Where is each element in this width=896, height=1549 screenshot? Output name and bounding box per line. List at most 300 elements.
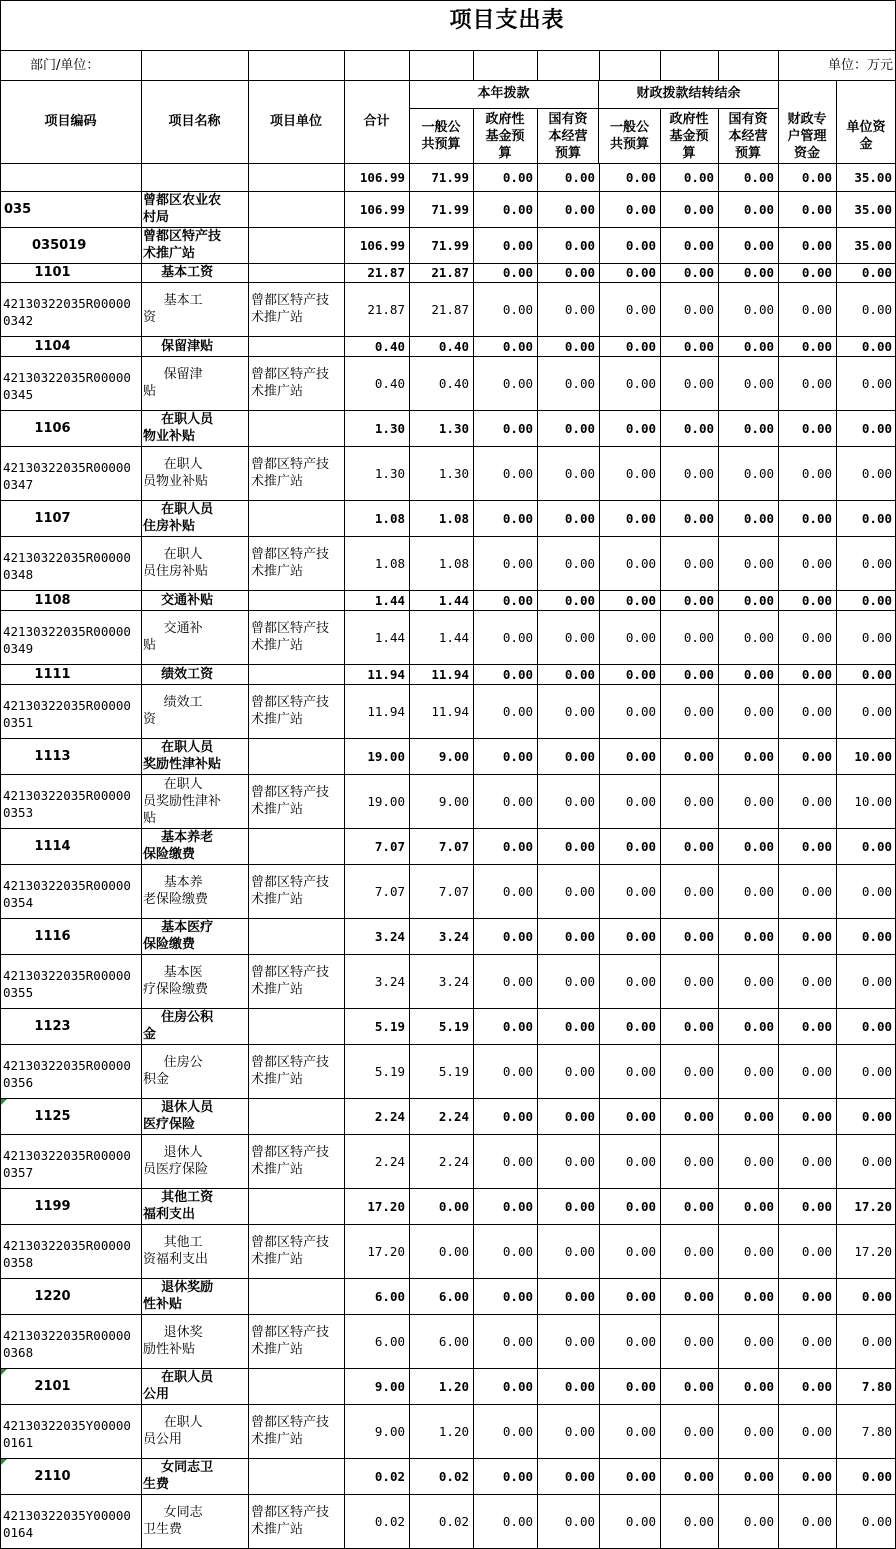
carryover-general-cell: 0.00 bbox=[625, 1063, 656, 1079]
gov-fund-budget-cell: 0.00 bbox=[502, 237, 533, 253]
carryover-state-capital-cell: 0.00 bbox=[743, 1333, 774, 1349]
gov-fund-budget-cell: 0.00 bbox=[502, 1288, 533, 1304]
project-unit-cell: 曾都区特产技 术推广站 bbox=[251, 965, 330, 997]
project-name-cell: 基本医 疗保险缴费 bbox=[143, 965, 209, 997]
state-capital-budget-cell: 0.00 bbox=[564, 1513, 595, 1529]
project-name-cell: 保留津 贴 bbox=[143, 367, 203, 399]
total-cell: 21.87 bbox=[367, 301, 405, 317]
carryover-gov-fund-cell: 0.00 bbox=[683, 510, 714, 526]
subtitle-divider bbox=[409, 50, 410, 80]
carryover-general-cell: 0.00 bbox=[625, 928, 656, 944]
total-cell: 0.40 bbox=[374, 338, 405, 354]
project-name-cell: 交通补 贴 bbox=[143, 621, 203, 653]
general-budget-cell: 0.40 bbox=[438, 338, 469, 354]
state-capital-budget-cell: 0.00 bbox=[564, 1198, 595, 1214]
state-capital-budget-cell: 0.00 bbox=[564, 1333, 595, 1349]
row-line bbox=[0, 738, 896, 739]
carryover-state-capital-cell: 0.00 bbox=[743, 793, 774, 809]
state-capital-budget-cell: 0.00 bbox=[564, 1288, 595, 1304]
carryover-state-capital-cell: 0.00 bbox=[743, 1063, 774, 1079]
unit-funds-cell: 0.00 bbox=[861, 465, 892, 481]
total-cell: 106.99 bbox=[359, 237, 405, 253]
general-budget-cell: 1.20 bbox=[438, 1378, 469, 1394]
carryover-general-cell: 0.00 bbox=[625, 420, 656, 436]
project-code-cell: 42130322035R00000 0347 bbox=[3, 460, 131, 492]
state-capital-budget-cell: 0.00 bbox=[564, 510, 595, 526]
carryover-state-capital-cell: 0.00 bbox=[743, 928, 774, 944]
unit-funds-cell: 0.00 bbox=[861, 1063, 892, 1079]
unit-funds-cell: 35.00 bbox=[854, 237, 892, 253]
state-capital-budget-cell: 0.00 bbox=[564, 1063, 595, 1079]
total-cell: 7.07 bbox=[374, 883, 405, 899]
unit-funds-cell: 0.00 bbox=[861, 883, 892, 899]
carryover-general-cell: 0.00 bbox=[625, 1468, 656, 1484]
gov-fund-budget-cell: 0.00 bbox=[502, 555, 533, 571]
title-bottom-line bbox=[0, 50, 896, 51]
unit-funds-cell: 0.00 bbox=[861, 510, 892, 526]
gov-fund-budget-cell: 0.00 bbox=[502, 1198, 533, 1214]
carryover-general-cell: 0.00 bbox=[625, 1243, 656, 1259]
total-cell: 3.24 bbox=[374, 973, 405, 989]
state-capital-budget-cell: 0.00 bbox=[564, 420, 595, 436]
state-capital-budget-cell: 0.00 bbox=[564, 375, 595, 391]
project-unit-cell: 曾都区特产技 术推广站 bbox=[251, 293, 330, 325]
project-code-cell: 42130322035R00000 0356 bbox=[3, 1058, 131, 1090]
general-budget-cell: 6.00 bbox=[438, 1333, 469, 1349]
total-cell: 21.87 bbox=[367, 265, 405, 280]
category-name-cell: 交通补贴 bbox=[143, 592, 214, 608]
category-name-cell: 退休人员 医疗保险 bbox=[143, 1100, 214, 1132]
carryover-state-capital-cell: 0.00 bbox=[743, 592, 774, 608]
carryover-state-capital-cell: 0.00 bbox=[743, 1423, 774, 1439]
cell-marker-icon bbox=[1, 1369, 7, 1375]
state-capital-budget-cell: 0.00 bbox=[564, 838, 595, 854]
gov-fund-budget-cell: 0.00 bbox=[502, 1108, 533, 1124]
carryover-gov-fund-cell: 0.00 bbox=[683, 928, 714, 944]
state-capital-budget-cell: 0.00 bbox=[564, 1018, 595, 1034]
carryover-general-cell: 0.00 bbox=[625, 1378, 656, 1394]
carryover-state-capital-cell: 0.00 bbox=[743, 375, 774, 391]
general-budget-cell: 2.24 bbox=[438, 1108, 469, 1124]
carryover-gov-fund-cell: 0.00 bbox=[683, 793, 714, 809]
gov-fund-budget-cell: 0.00 bbox=[502, 592, 533, 608]
project-unit-cell: 曾都区特产技 术推广站 bbox=[251, 875, 330, 907]
project-code-cell: 42130322035Y00000 0164 bbox=[3, 1508, 131, 1540]
category-name-cell: 其他工资 福利支出 bbox=[143, 1190, 214, 1222]
carryover-gov-fund-cell: 0.00 bbox=[683, 1018, 714, 1034]
carryover-state-capital-cell: 0.00 bbox=[743, 838, 774, 854]
category-name-cell: 住房公积 金 bbox=[143, 1010, 214, 1042]
project-unit-cell: 曾都区特产技 术推广站 bbox=[251, 1055, 330, 1087]
carryover-general-cell: 0.00 bbox=[625, 1108, 656, 1124]
carryover-gov-fund-cell: 0.00 bbox=[683, 1288, 714, 1304]
row-line bbox=[0, 227, 896, 228]
carryover-state-capital-cell: 0.00 bbox=[743, 265, 774, 280]
row-line bbox=[0, 536, 896, 537]
general-budget-cell: 1.44 bbox=[438, 629, 469, 645]
special-account-cell: 0.00 bbox=[801, 1108, 832, 1124]
state-capital-budget-cell: 0.00 bbox=[564, 1108, 595, 1124]
gov-fund-budget-cell: 0.00 bbox=[502, 1468, 533, 1484]
special-account-cell: 0.00 bbox=[801, 1018, 832, 1034]
special-account-cell: 0.00 bbox=[801, 928, 832, 944]
page-title: 项目支出表 bbox=[449, 8, 565, 33]
gov-fund-budget-cell: 0.00 bbox=[502, 1333, 533, 1349]
header-project-unit: 项目单位 bbox=[269, 114, 322, 129]
total-cell: 2.24 bbox=[374, 1153, 405, 1169]
unit-funds-cell: 17.20 bbox=[854, 1243, 892, 1259]
header-current-year-allocation: 本年拨款 bbox=[477, 86, 530, 101]
total-cell: 106.99 bbox=[359, 169, 405, 185]
project-name-cell: 在职人 员公用 bbox=[143, 1415, 203, 1447]
total-cell: 1.30 bbox=[374, 465, 405, 481]
carryover-state-capital-cell: 0.00 bbox=[743, 666, 774, 682]
special-account-cell: 0.00 bbox=[801, 1513, 832, 1529]
state-capital-budget-cell: 0.00 bbox=[564, 1243, 595, 1259]
carryover-general-cell: 0.00 bbox=[625, 510, 656, 526]
gov-fund-budget-cell: 0.00 bbox=[502, 1153, 533, 1169]
row-line bbox=[0, 410, 896, 411]
state-capital-budget-cell: 0.00 bbox=[564, 793, 595, 809]
carryover-state-capital-cell: 0.00 bbox=[743, 1378, 774, 1394]
carryover-gov-fund-cell: 0.00 bbox=[683, 1333, 714, 1349]
category-name-cell: 保留津贴 bbox=[143, 338, 214, 354]
project-unit-cell: 曾都区特产技 术推广站 bbox=[251, 621, 330, 653]
carryover-general-cell: 0.00 bbox=[625, 301, 656, 317]
header-total: 合计 bbox=[363, 114, 390, 129]
state-capital-budget-cell: 0.00 bbox=[564, 201, 595, 217]
project-code-cell: 42130322035R00000 0355 bbox=[3, 968, 131, 1000]
carryover-gov-fund-cell: 0.00 bbox=[683, 301, 714, 317]
carryover-gov-fund-cell: 0.00 bbox=[683, 838, 714, 854]
carryover-general-cell: 0.00 bbox=[625, 666, 656, 682]
gov-fund-budget-cell: 0.00 bbox=[502, 169, 533, 185]
unit-label: 单位：万元 bbox=[828, 58, 894, 73]
subtitle-divider bbox=[599, 50, 600, 80]
carryover-gov-fund-cell: 0.00 bbox=[683, 169, 714, 185]
total-cell: 6.00 bbox=[374, 1288, 405, 1304]
header-unit-own-funds: 单位资 金 bbox=[846, 120, 886, 152]
project-unit-cell: 曾都区特产技 术推广站 bbox=[251, 785, 330, 817]
carryover-general-cell: 0.00 bbox=[625, 838, 656, 854]
special-account-cell: 0.00 bbox=[801, 629, 832, 645]
unit-funds-cell: 0.00 bbox=[861, 629, 892, 645]
carryover-state-capital-cell: 0.00 bbox=[743, 1153, 774, 1169]
unit-funds-cell: 35.00 bbox=[854, 201, 892, 217]
department-code-cell: 035019 bbox=[32, 237, 87, 253]
subtitle-divider bbox=[344, 50, 345, 80]
project-code-cell: 42130322035R00000 0342 bbox=[3, 296, 131, 328]
unit-funds-cell: 0.00 bbox=[861, 666, 892, 682]
state-capital-budget-cell: 0.00 bbox=[564, 1423, 595, 1439]
gov-fund-budget-cell: 0.00 bbox=[502, 629, 533, 645]
row-line bbox=[0, 954, 896, 955]
total-cell: 1.08 bbox=[374, 555, 405, 571]
total-cell: 5.19 bbox=[374, 1018, 405, 1034]
special-account-cell: 0.00 bbox=[801, 420, 832, 436]
row-line bbox=[0, 1224, 896, 1225]
special-account-cell: 0.00 bbox=[801, 748, 832, 764]
gov-fund-budget-cell: 0.00 bbox=[502, 301, 533, 317]
special-account-cell: 0.00 bbox=[801, 1198, 832, 1214]
project-name-cell: 基本工 资 bbox=[143, 293, 203, 325]
special-account-cell: 0.00 bbox=[801, 666, 832, 682]
category-code-cell: 1220 bbox=[34, 1288, 71, 1304]
row-line bbox=[0, 446, 896, 447]
carryover-general-cell: 0.00 bbox=[625, 1333, 656, 1349]
general-budget-cell: 0.00 bbox=[438, 1243, 469, 1259]
unit-funds-cell: 0.00 bbox=[861, 1333, 892, 1349]
special-account-cell: 0.00 bbox=[801, 592, 832, 608]
row-line bbox=[0, 1098, 896, 1099]
project-name-cell: 退休人 员医疗保险 bbox=[143, 1145, 209, 1177]
general-budget-cell: 0.02 bbox=[438, 1513, 469, 1529]
gov-fund-budget-cell: 0.00 bbox=[502, 666, 533, 682]
project-code-cell: 42130322035R00000 0345 bbox=[3, 370, 131, 402]
carryover-gov-fund-cell: 0.00 bbox=[683, 1423, 714, 1439]
project-code-cell: 42130322035R00000 0357 bbox=[3, 1148, 131, 1180]
state-capital-budget-cell: 0.00 bbox=[564, 465, 595, 481]
cell-marker-icon bbox=[1, 1099, 7, 1105]
header-carryover-state-capital-budget: 国有资 本经营 预算 bbox=[728, 111, 768, 161]
project-unit-cell: 曾都区特产技 术推广站 bbox=[251, 547, 330, 579]
special-account-cell: 0.00 bbox=[801, 510, 832, 526]
category-name-cell: 退休奖励 性补贴 bbox=[143, 1280, 214, 1312]
subtitle-divider bbox=[248, 50, 249, 80]
unit-funds-cell: 10.00 bbox=[854, 748, 892, 764]
general-budget-cell: 21.87 bbox=[431, 301, 469, 317]
row-line bbox=[0, 1368, 896, 1369]
column-divider bbox=[248, 163, 249, 1549]
project-name-cell: 在职人 员住房补贴 bbox=[143, 547, 209, 579]
special-account-cell: 0.00 bbox=[801, 1423, 832, 1439]
state-capital-budget-cell: 0.00 bbox=[564, 883, 595, 899]
project-code-cell: 42130322035R00000 0368 bbox=[3, 1328, 131, 1360]
category-name-cell: 女同志卫 生费 bbox=[143, 1460, 214, 1492]
department-code-cell: 035 bbox=[4, 201, 32, 217]
carryover-state-capital-cell: 0.00 bbox=[743, 1198, 774, 1214]
carryover-general-cell: 0.00 bbox=[625, 1018, 656, 1034]
carryover-state-capital-cell: 0.00 bbox=[743, 201, 774, 217]
general-budget-cell: 7.07 bbox=[438, 883, 469, 899]
state-capital-budget-cell: 0.00 bbox=[564, 555, 595, 571]
carryover-general-cell: 0.00 bbox=[625, 703, 656, 719]
unit-funds-cell: 35.00 bbox=[854, 169, 892, 185]
carryover-gov-fund-cell: 0.00 bbox=[683, 237, 714, 253]
carryover-general-cell: 0.00 bbox=[625, 338, 656, 354]
row-line bbox=[0, 500, 896, 501]
carryover-state-capital-cell: 0.00 bbox=[743, 1243, 774, 1259]
unit-funds-cell: 0.00 bbox=[861, 1018, 892, 1034]
total-cell: 5.19 bbox=[374, 1063, 405, 1079]
header-project-name: 项目名称 bbox=[168, 114, 221, 129]
project-code-cell: 42130322035R00000 0358 bbox=[3, 1238, 131, 1270]
carryover-general-cell: 0.00 bbox=[625, 465, 656, 481]
subtitle-divider bbox=[473, 50, 474, 80]
total-cell: 1.08 bbox=[374, 510, 405, 526]
general-budget-cell: 1.20 bbox=[438, 1423, 469, 1439]
general-budget-cell: 5.19 bbox=[438, 1018, 469, 1034]
subtitle-bottom-line bbox=[0, 80, 896, 81]
carryover-state-capital-cell: 0.00 bbox=[743, 237, 774, 253]
unit-funds-cell: 0.00 bbox=[861, 703, 892, 719]
carryover-general-cell: 0.00 bbox=[625, 1513, 656, 1529]
carryover-general-cell: 0.00 bbox=[625, 201, 656, 217]
total-cell: 1.44 bbox=[374, 592, 405, 608]
unit-funds-cell: 7.80 bbox=[861, 1423, 892, 1439]
carryover-gov-fund-cell: 0.00 bbox=[683, 666, 714, 682]
project-code-cell: 42130322035R00000 0348 bbox=[3, 550, 131, 582]
general-budget-cell: 11.94 bbox=[431, 703, 469, 719]
carryover-gov-fund-cell: 0.00 bbox=[683, 465, 714, 481]
row-line bbox=[0, 1458, 896, 1459]
category-name-cell: 绩效工资 bbox=[143, 666, 214, 682]
gov-fund-budget-cell: 0.00 bbox=[502, 883, 533, 899]
state-capital-budget-cell: 0.00 bbox=[564, 301, 595, 317]
category-code-cell: 1199 bbox=[34, 1198, 71, 1214]
total-cell: 19.00 bbox=[367, 793, 405, 809]
carryover-general-cell: 0.00 bbox=[625, 265, 656, 280]
category-name-cell: 在职人员 奖励性津补贴 bbox=[143, 740, 222, 772]
total-cell: 9.00 bbox=[374, 1378, 405, 1394]
carryover-gov-fund-cell: 0.00 bbox=[683, 201, 714, 217]
carryover-gov-fund-cell: 0.00 bbox=[683, 1513, 714, 1529]
carryover-gov-fund-cell: 0.00 bbox=[683, 1198, 714, 1214]
special-account-cell: 0.00 bbox=[801, 703, 832, 719]
gov-fund-budget-cell: 0.00 bbox=[502, 375, 533, 391]
unit-funds-cell: 10.00 bbox=[854, 793, 892, 809]
project-name-cell: 在职人 员物业补贴 bbox=[143, 457, 209, 489]
carryover-state-capital-cell: 0.00 bbox=[743, 748, 774, 764]
gov-fund-budget-cell: 0.00 bbox=[502, 838, 533, 854]
carryover-general-cell: 0.00 bbox=[625, 883, 656, 899]
cell-marker-icon bbox=[1, 1459, 7, 1465]
state-capital-budget-cell: 0.00 bbox=[564, 748, 595, 764]
row-line bbox=[0, 774, 896, 775]
subtitle-divider bbox=[660, 50, 661, 80]
carryover-gov-fund-cell: 0.00 bbox=[683, 1378, 714, 1394]
category-code-cell: 2110 bbox=[34, 1468, 71, 1484]
special-account-cell: 0.00 bbox=[801, 201, 832, 217]
carryover-state-capital-cell: 0.00 bbox=[743, 169, 774, 185]
project-name-cell: 在职人 员奖励性津补 贴 bbox=[143, 776, 222, 826]
project-code-cell: 42130322035Y00000 0161 bbox=[3, 1418, 131, 1450]
carryover-gov-fund-cell: 0.00 bbox=[683, 1243, 714, 1259]
special-account-cell: 0.00 bbox=[801, 169, 832, 185]
category-code-cell: 1125 bbox=[34, 1108, 71, 1124]
state-capital-budget-cell: 0.00 bbox=[564, 1468, 595, 1484]
gov-fund-budget-cell: 0.00 bbox=[502, 338, 533, 354]
row-line bbox=[0, 684, 896, 685]
header-general-budget: 一般公 共预算 bbox=[421, 120, 461, 152]
gov-fund-budget-cell: 0.00 bbox=[502, 1378, 533, 1394]
category-code-cell: 1106 bbox=[34, 420, 71, 436]
total-cell: 17.20 bbox=[367, 1198, 405, 1214]
carryover-gov-fund-cell: 0.00 bbox=[683, 1063, 714, 1079]
general-budget-cell: 1.08 bbox=[438, 510, 469, 526]
unit-funds-cell: 0.00 bbox=[861, 838, 892, 854]
carryover-gov-fund-cell: 0.00 bbox=[683, 703, 714, 719]
row-line bbox=[0, 1008, 896, 1009]
total-cell: 19.00 bbox=[367, 748, 405, 764]
carryover-state-capital-cell: 0.00 bbox=[743, 883, 774, 899]
row-line bbox=[0, 282, 896, 283]
project-unit-cell: 曾都区特产技 术推广站 bbox=[251, 457, 330, 489]
project-code-cell: 42130322035R00000 0354 bbox=[3, 878, 131, 910]
carryover-state-capital-cell: 0.00 bbox=[743, 338, 774, 354]
general-budget-cell: 71.99 bbox=[431, 237, 469, 253]
row-line bbox=[0, 1134, 896, 1135]
gov-fund-budget-cell: 0.00 bbox=[502, 973, 533, 989]
total-cell: 7.07 bbox=[374, 838, 405, 854]
general-budget-cell: 5.19 bbox=[438, 1063, 469, 1079]
total-cell: 17.20 bbox=[367, 1243, 405, 1259]
carryover-state-capital-cell: 0.00 bbox=[743, 973, 774, 989]
gov-fund-budget-cell: 0.00 bbox=[502, 1243, 533, 1259]
carryover-general-cell: 0.00 bbox=[625, 1198, 656, 1214]
carryover-state-capital-cell: 0.00 bbox=[743, 1288, 774, 1304]
total-cell: 106.99 bbox=[359, 201, 405, 217]
gov-fund-budget-cell: 0.00 bbox=[502, 1018, 533, 1034]
project-name-cell: 女同志 卫生费 bbox=[143, 1505, 203, 1537]
carryover-state-capital-cell: 0.00 bbox=[743, 555, 774, 571]
state-capital-budget-cell: 0.00 bbox=[564, 973, 595, 989]
category-name-cell: 基本工资 bbox=[143, 265, 214, 280]
special-account-cell: 0.00 bbox=[801, 465, 832, 481]
general-budget-cell: 1.08 bbox=[438, 555, 469, 571]
carryover-gov-fund-cell: 0.00 bbox=[683, 1468, 714, 1484]
state-capital-budget-cell: 0.00 bbox=[564, 237, 595, 253]
general-budget-cell: 1.30 bbox=[438, 420, 469, 436]
carryover-gov-fund-cell: 0.00 bbox=[683, 883, 714, 899]
row-line bbox=[0, 828, 896, 829]
gov-fund-budget-cell: 0.00 bbox=[502, 1063, 533, 1079]
header-special-account-funds: 财政专 户管理 资金 bbox=[787, 111, 827, 161]
carryover-gov-fund-cell: 0.00 bbox=[683, 555, 714, 571]
category-name-cell: 在职人员 公用 bbox=[143, 1370, 214, 1402]
gov-fund-budget-cell: 0.00 bbox=[502, 510, 533, 526]
total-cell: 3.24 bbox=[374, 928, 405, 944]
carryover-gov-fund-cell: 0.00 bbox=[683, 1153, 714, 1169]
total-cell: 6.00 bbox=[374, 1333, 405, 1349]
carryover-state-capital-cell: 0.00 bbox=[743, 703, 774, 719]
category-code-cell: 1101 bbox=[34, 265, 71, 280]
carryover-general-cell: 0.00 bbox=[625, 973, 656, 989]
general-budget-cell: 71.99 bbox=[431, 169, 469, 185]
special-account-cell: 0.00 bbox=[801, 301, 832, 317]
carryover-gov-fund-cell: 0.00 bbox=[683, 420, 714, 436]
gov-fund-budget-cell: 0.00 bbox=[502, 703, 533, 719]
subtitle-divider bbox=[141, 50, 142, 80]
special-account-cell: 0.00 bbox=[801, 1243, 832, 1259]
project-code-cell: 42130322035R00000 0351 bbox=[3, 698, 131, 730]
carryover-state-capital-cell: 0.00 bbox=[743, 301, 774, 317]
state-capital-budget-cell: 0.00 bbox=[564, 265, 595, 280]
carryover-gov-fund-cell: 0.00 bbox=[683, 1108, 714, 1124]
carryover-general-cell: 0.00 bbox=[625, 1153, 656, 1169]
general-budget-cell: 1.44 bbox=[438, 592, 469, 608]
unit-funds-cell: 0.00 bbox=[861, 301, 892, 317]
carryover-gov-fund-cell: 0.00 bbox=[683, 338, 714, 354]
project-name-cell: 退休奖 励性补贴 bbox=[143, 1325, 203, 1357]
special-account-cell: 0.00 bbox=[801, 793, 832, 809]
special-account-cell: 0.00 bbox=[801, 265, 832, 280]
project-unit-cell: 曾都区特产技 术推广站 bbox=[251, 1415, 330, 1447]
unit-funds-cell: 0.00 bbox=[861, 928, 892, 944]
special-account-cell: 0.00 bbox=[801, 237, 832, 253]
general-budget-cell: 1.30 bbox=[438, 465, 469, 481]
gov-fund-budget-cell: 0.00 bbox=[502, 793, 533, 809]
